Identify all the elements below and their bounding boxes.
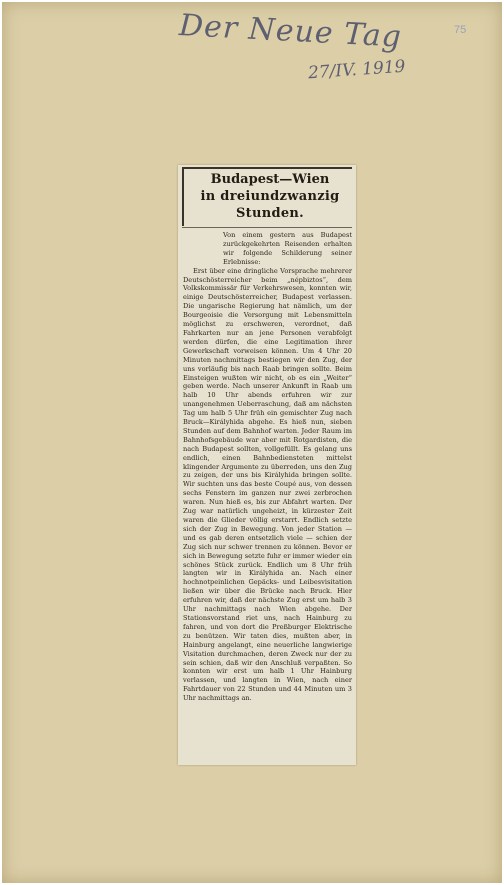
archive-number: 75 xyxy=(454,24,467,36)
headline-divider xyxy=(182,227,352,228)
newspaper-clipping xyxy=(178,165,356,765)
article-paragraph: Erst über eine dringliche Vorsprache mehrerer Deutschösterreicher beim „népbiztos“, dem Volkskommissär für Verkehrswesen, konnten wir, einige Deutschösterreicher, Budapest verlassen. Die ungarische Regierung hat nämlich, um der Bourgeoisie die Versorgung mit Lebensmitteln möglichst zu erschweren, verordnet, daß Fahrkarten nur an jene Personen verabfolgt werden dürfen, die eine Legitimation ihrer Gewerkschaft vorweisen können. Um 4 Uhr 20 Minuten nachmittags bestiegen wir den Zug, der uns vorläufig bis nach Raab bringen sollte. Beim Einsteigen wußten wir nicht, ob es ein „Weiter“ geben werde. Nach unserer Ankunft in Raab um halb 10 Uhr abends erfuhren wir zur unangenehmen Ueberraschung, daß am nächsten Tag um halb 5 Uhr früh ein gemischter Zug nach Bruck—Királyhida abgehe. Es hieß nun, sieben Stunden auf dem Bahnhof warten. Jeder Raum im Bahnhofsgebäude war aber mit Rotgardisten, die nach Budapest sollten, vollgefüllt. Es gelang uns endlich, einen Bahnbediensteten mittelst klingender Argumente zu überreden, uns den Zug zu zeigen, der uns bis Királyhida bringen sollte. Wir suchten uns das beste Coupé aus, von dessen sechs Fenstern im ganzen nur zwei zerbrochen waren. Nun hieß es, bis zur Abfahrt warten. Der Zug war natürlich ungeheizt, in kürzester Zeit waren die Glieder völlig erstarrt. Endlich setzte sich der Zug in Bewegung. Von jeder Station — und es gab deren entsetzlich viele — schien der Zug sich nur schwer trennen zu können. Bevor er sich in Bewegung setzte fuhr er immer wieder ein schönes Stück zurück. Endlich um 8 Uhr früh langten wir in Királyhida an. Nach einer hochnotpeinlichen Gepäcks- und Leibesvisitation ließen wir über die Brücke nach Bruck. Hier erfuhren wir, daß der nächste Zug erst um halb 3 Uhr nachmittags nach Wien abgehe. Der Stationsvorstand riet uns, nach Hainburg zu fahren, und von dort die Preßburger Elektrische zu benützen. Wir taten dies, mußten aber, in Hainburg angelangt, eine neuerliche langwierige Visitation durchmachen, deren Zweck nur der zu sein schien, daß wir den Anschluß verpaßten. So konnten wir erst um halb 1 Uhr Hainburg verlassen, und langten in Wien, nach einer Fahrtdauer von 22 Stunden und 44 Minuten um 3 Uhr nachmittags an. xyxy=(183,266,352,703)
headline-line-2: in dreiundzwanzig Stunden. xyxy=(200,189,340,221)
article-intro: Von einem gestern aus Budapest zurückgekehrten Reisenden erhalten wir folgende Schilderung seiner Erlebnisse: xyxy=(223,231,352,266)
headline-line-1: Budapest—Wien xyxy=(210,172,330,187)
article-body xyxy=(178,231,356,703)
archive-sheet xyxy=(2,2,502,883)
handwritten-newspaper-title: Der Neue Tag xyxy=(178,8,403,55)
handwritten-date: 27/IV. 1919 xyxy=(307,56,407,84)
article-headline xyxy=(182,167,352,226)
